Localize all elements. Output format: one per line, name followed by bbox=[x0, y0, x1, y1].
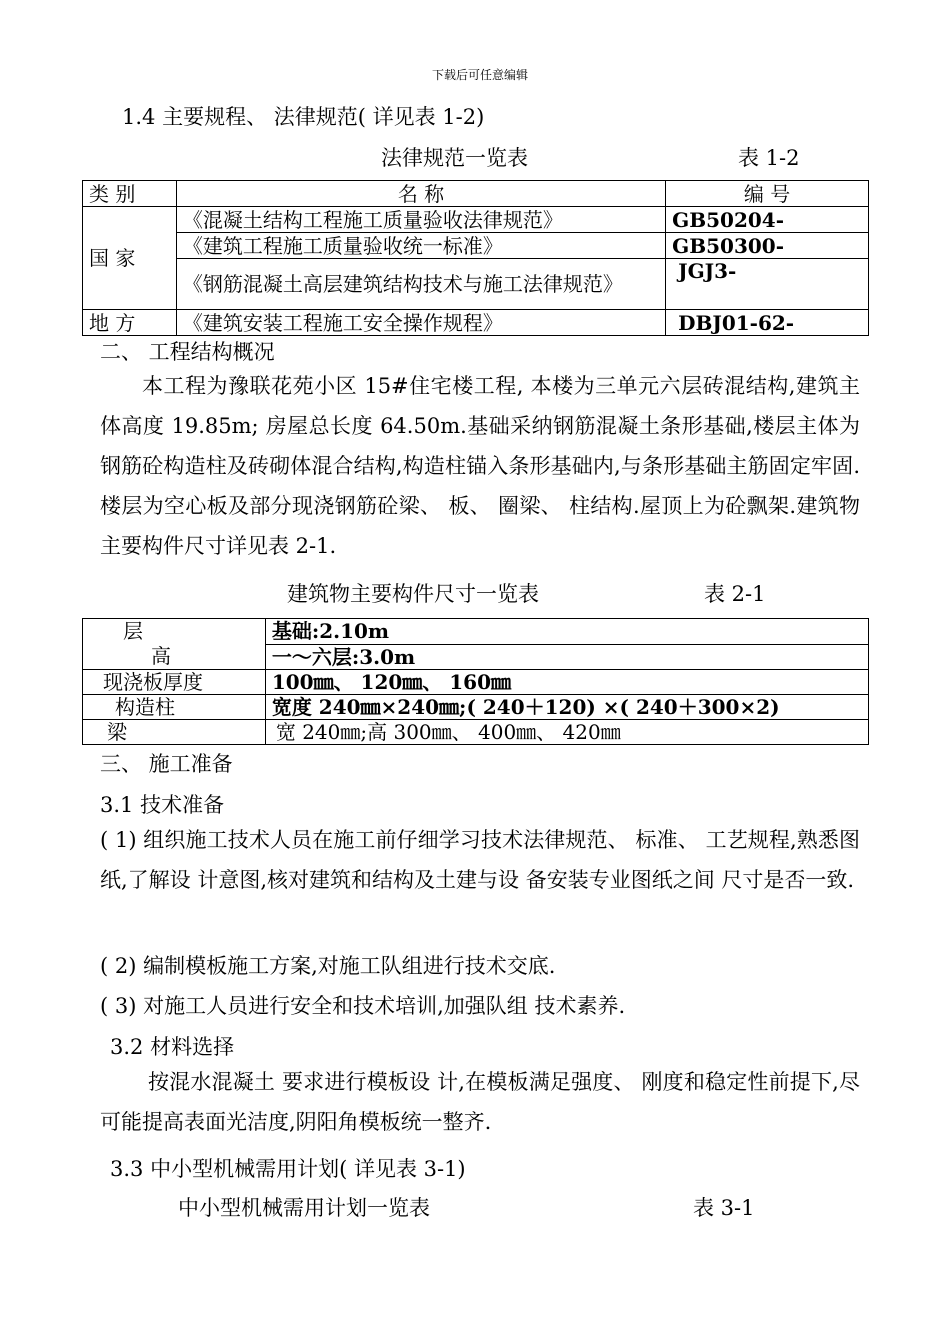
regulation-name: 《建筑安装工程施工安全操作规程》 bbox=[176, 310, 665, 336]
floor-height-char-b: 高 bbox=[151, 644, 171, 668]
regulation-code: GB50204- bbox=[666, 207, 869, 233]
technical-prep-item-3: ( 3) 对施工人员进行安全和技术培训,加强队组 技术素养. bbox=[100, 994, 626, 1018]
regulation-name: 《混凝土结构工程施工质量验收法律规范》 bbox=[176, 207, 665, 233]
table-row bbox=[83, 695, 869, 720]
regulation-name: 《建筑工程施工质量验收统一标准》 bbox=[176, 233, 665, 259]
table-3-1-label: 表 3-1 bbox=[693, 1196, 755, 1220]
slab-thickness-value: 100㎜、 120㎜、 160㎜ bbox=[265, 670, 868, 695]
technical-prep-item-2: ( 2) 编制模板施工方案,对施工队组进行技术交底. bbox=[100, 954, 556, 978]
floor-height-label bbox=[83, 619, 266, 670]
section-2-heading: 二、 工程结构概况 bbox=[100, 340, 275, 364]
category-national: 国 家 bbox=[83, 207, 177, 310]
table-2-1-label: 表 2-1 bbox=[704, 582, 766, 606]
components-table bbox=[82, 618, 869, 745]
slab-thickness-label: 现浇板厚度 bbox=[83, 670, 266, 695]
section-3-1-heading: 3.1 技术准备 bbox=[100, 793, 225, 817]
column-label: 构造柱 bbox=[83, 695, 266, 720]
section-3-3-heading: 3.3 中小型机械需用计划( 详见表 3-1) bbox=[110, 1157, 466, 1181]
technical-prep-item-1: ( 1) 组织施工技术人员在施工前仔细学习技术法律规范、 标准、 工艺规程,熟悉图纸,了解设 计意图,核对建筑和结构及土建与设 备安装专业图纸之间 尺寸是否一致. bbox=[100, 828, 860, 892]
section-3-heading: 三、 施工准备 bbox=[100, 752, 233, 776]
header-note: 下载后可任意编辑 bbox=[432, 68, 529, 82]
column-value: 宽度 240㎜×240㎜;( 240＋120) ×( 240＋300×2) bbox=[265, 695, 868, 720]
section-3-2-heading: 3.2 材料选择 bbox=[110, 1035, 235, 1059]
table-row bbox=[83, 720, 869, 745]
regulations-table bbox=[82, 180, 869, 336]
material-selection-paragraph: 按混水混凝土 要求进行模板设 计,在模板满足强度、 刚度和稳定性前提下,尽可能提高表面光洁度,阴阳角模板统一整齐. bbox=[100, 1070, 860, 1134]
table-2-1-caption: 建筑物主要构件尺寸一览表 bbox=[287, 582, 539, 606]
table-1-2-label: 表 1-2 bbox=[738, 146, 800, 170]
section-1-4-heading: 1.4 主要规程、 法律规范( 详见表 1-2) bbox=[122, 105, 485, 129]
table-row bbox=[83, 619, 869, 645]
regulation-code: DBJ01-62- bbox=[666, 310, 869, 336]
regulation-name: 《钢筋混凝土高层建筑结构技术与施工法律规范》 bbox=[176, 259, 665, 310]
table-row bbox=[83, 207, 869, 233]
structure-overview-paragraph: 本工程为豫联花苑小区 15#住宅楼工程, 本楼为三单元六层砖混结构,建筑主体高度 19.85m; 房屋总长度 64.50m.基础采纳钢筋混凝土条形基础,楼层主体为钢筋砼构造柱及砖砌体混合结构,构造柱锚入条形基础内,与条形基础主筋固定牢固.楼层为空心板及部分现浇钢筋砼梁、 板、 圈梁、 柱结构.屋顶上为砼飘架.建筑物主要构件尺寸详见表 2-1. bbox=[100, 374, 860, 558]
table-row bbox=[83, 310, 869, 336]
header-code: 编 号 bbox=[666, 181, 869, 207]
floor-height-char-a: 层 bbox=[123, 619, 143, 643]
table-3-1-caption: 中小型机械需用计划一览表 bbox=[178, 1196, 430, 1220]
table-row bbox=[83, 259, 869, 310]
header-category: 类 别 bbox=[83, 181, 177, 207]
header-name: 名 称 bbox=[176, 181, 665, 207]
beam-label: 梁 bbox=[83, 720, 266, 745]
table-1-2-caption: 法律规范一览表 bbox=[381, 146, 528, 170]
table-row bbox=[83, 670, 869, 695]
table-header-row bbox=[83, 181, 869, 207]
regulation-code: JGJ3- bbox=[666, 259, 869, 310]
floor-height-foundation: 基础:2.10m bbox=[265, 619, 868, 645]
regulation-code: GB50300- bbox=[666, 233, 869, 259]
category-local: 地 方 bbox=[83, 310, 177, 336]
beam-value: 宽 240㎜;高 300㎜、 400㎜、 420㎜ bbox=[265, 720, 868, 745]
table-row bbox=[83, 233, 869, 259]
floor-height-storeys: 一～六层:3.0m bbox=[265, 644, 868, 670]
